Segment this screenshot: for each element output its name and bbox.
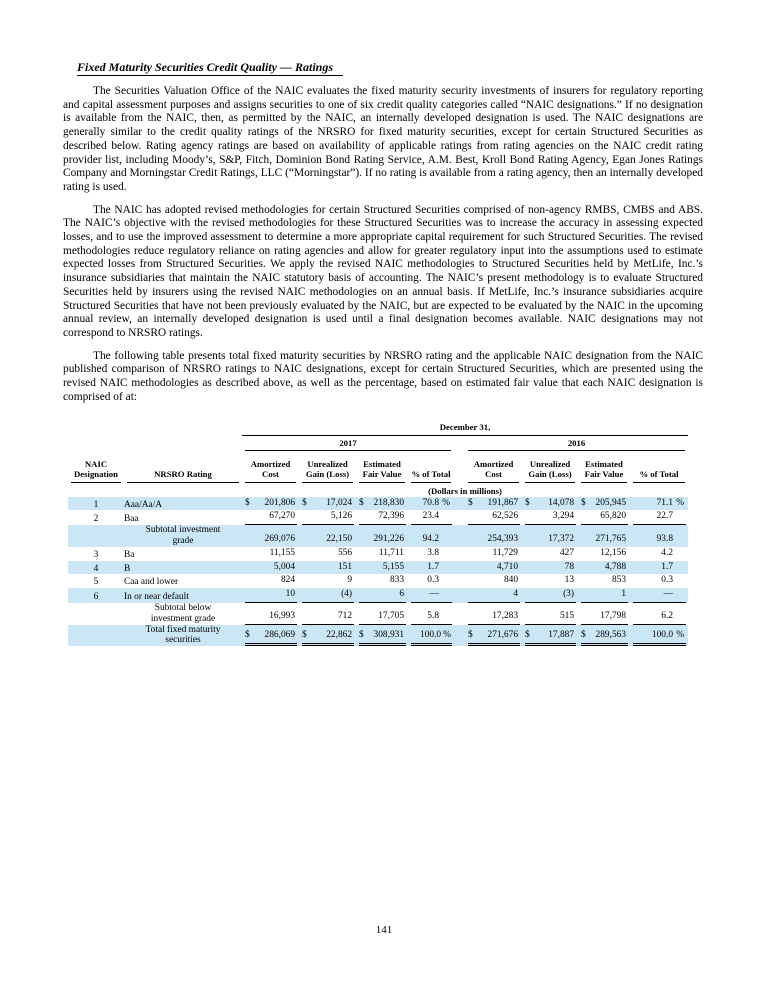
value-cell <box>356 588 408 603</box>
currency-symbol: $ <box>581 630 586 641</box>
cell-value: 100.0 <box>651 630 673 641</box>
cell-value: 4,710 <box>496 561 518 572</box>
value-cell <box>522 561 578 575</box>
date-header-row <box>68 422 688 435</box>
value-cell <box>356 547 408 561</box>
value-cell <box>299 625 356 647</box>
cell-value: 833 <box>389 575 404 586</box>
currency-symbol: $ <box>302 497 307 508</box>
nrsro-rating-cell: Baa <box>124 514 139 525</box>
cell-value: 0.3 <box>661 575 673 586</box>
cell-value: 22,862 <box>326 630 352 641</box>
cell-value: 9 <box>347 575 352 586</box>
value-cell <box>578 525 630 547</box>
value-cell <box>299 510 356 525</box>
table-row <box>68 510 688 525</box>
cell-value: 4,788 <box>604 561 626 572</box>
value-cell <box>578 561 630 575</box>
table-row <box>68 547 688 561</box>
value-cell <box>242 525 299 547</box>
units-note-cell <box>242 483 688 497</box>
cell-value: 3,294 <box>552 511 574 522</box>
value-cell <box>299 561 356 575</box>
cell-value: 23.4 <box>422 511 439 522</box>
value-cell <box>522 525 578 547</box>
year-header-row <box>68 436 688 451</box>
col-header-unrealized-gain-loss-2017: Unrealized Gain (Loss) <box>299 451 356 483</box>
cell-value: 67,270 <box>269 511 295 522</box>
cell-value: 17,705 <box>378 610 404 621</box>
cell-value: 13 <box>564 575 574 586</box>
cell-value: 201,806 <box>264 497 295 508</box>
cell-value: 427 <box>559 547 574 558</box>
cell-value: 286,069 <box>264 630 295 641</box>
cell-value: 22,150 <box>326 533 352 544</box>
nrsro-rating-cell: Aaa/Aa/A <box>124 497 242 511</box>
paragraph-3: The following table presents total fixed maturity securities by NRSRO rating and the applicable NAIC designation from the NAIC published comparison of NRSRO ratings to NAIC designations, except for certain Structured Securities, which are presented using the revised NAIC methodologies as described above, as well as the percentage, based on estimated fair value that each NAIC designation is comprised of at: <box>63 349 703 403</box>
value-cell <box>242 574 299 588</box>
nrsro-rating-cell: Ba <box>124 549 135 560</box>
units-note: (Dollars in millions) <box>428 485 502 496</box>
cell-value: 271,765 <box>595 533 626 544</box>
value-cell <box>356 510 408 525</box>
value-cell <box>299 603 356 625</box>
value-cell <box>522 625 578 647</box>
date-group-header <box>242 422 688 435</box>
value-cell <box>630 574 688 588</box>
col-header-estimated-fair-value-2016: Estimated Fair Value <box>578 451 630 483</box>
value-cell <box>630 525 688 547</box>
naic-designation-cell: 2 <box>93 514 99 525</box>
cell-value: (3) <box>563 589 574 600</box>
currency-symbol: $ <box>245 497 250 508</box>
cell-value: 11,729 <box>492 547 518 558</box>
cell-value: 6.2 <box>661 610 673 621</box>
value-cell <box>242 510 299 525</box>
percent-symbol: % <box>676 630 684 641</box>
value-cell <box>242 561 299 575</box>
cell-value: 853 <box>611 575 626 586</box>
value-cell <box>299 574 356 588</box>
value-cell <box>356 625 408 647</box>
cell-value: 556 <box>337 547 352 558</box>
cell-value: 515 <box>559 610 574 621</box>
value-cell <box>356 574 408 588</box>
naic-designation-cell <box>68 525 124 547</box>
naic-designation-cell: 1 <box>68 497 124 511</box>
value-cell <box>242 547 299 561</box>
page-content <box>63 60 703 646</box>
currency-symbol: $ <box>302 630 307 641</box>
cell-value: 1.7 <box>427 561 439 572</box>
cell-value: 824 <box>280 575 295 586</box>
cell-value: 840 <box>503 575 518 586</box>
value-cell <box>578 603 630 625</box>
cell-value: 17,372 <box>548 533 574 544</box>
naic-designation-cell <box>68 625 124 647</box>
cell-value: 191,867 <box>487 497 518 508</box>
value-cell <box>356 525 408 547</box>
cell-value: 22.7 <box>656 511 673 522</box>
table-row <box>68 603 688 625</box>
percent-symbol: % <box>442 497 450 508</box>
nrsro-rating-cell: Total fixed maturity securities <box>124 625 242 647</box>
currency-symbol: $ <box>581 497 586 508</box>
col-header-nrsro-rating: NRSRO Rating <box>124 451 242 483</box>
cell-value: 5,004 <box>273 561 295 572</box>
value-cell <box>454 561 522 575</box>
cell-value: 17,798 <box>600 610 626 621</box>
table-body <box>68 497 688 647</box>
value-cell <box>242 625 299 647</box>
year-2016-label: 2016 <box>468 436 685 451</box>
col-header-estimated-fair-value-2017: Estimated Fair Value <box>356 451 408 483</box>
naic-designation-cell: 3 <box>93 549 99 560</box>
value-cell <box>408 588 454 603</box>
value-cell <box>578 625 630 647</box>
col-header-naic-designation: NAIC Designation <box>68 451 124 483</box>
currency-symbol: $ <box>525 497 530 508</box>
value-cell <box>630 497 688 511</box>
cell-value: 5.8 <box>427 610 439 621</box>
cell-value: 17,283 <box>492 610 518 621</box>
cell-value: 0.3 <box>427 575 439 586</box>
nrsro-rating-cell: B <box>124 561 242 575</box>
table-row <box>68 625 688 647</box>
cell-value: 254,393 <box>487 533 518 544</box>
cell-value: 71.1 <box>656 497 673 508</box>
cell-value: 11,155 <box>269 547 295 558</box>
cell-value: 12,156 <box>600 547 626 558</box>
value-cell <box>522 603 578 625</box>
col-header-pct-of-total-2016: % of Total <box>630 451 688 483</box>
col-header-unrealized-gain-loss-2016: Unrealized Gain (Loss) <box>522 451 578 483</box>
cell-value: 17,887 <box>548 630 574 641</box>
cell-value: — <box>429 589 439 600</box>
value-cell <box>408 547 454 561</box>
cell-value: 78 <box>564 561 574 572</box>
cell-value: 271,676 <box>487 630 518 641</box>
cell-value: 65,820 <box>600 511 626 522</box>
cell-value: 100.0 <box>420 630 442 641</box>
value-cell <box>356 561 408 575</box>
percent-symbol: % <box>443 630 451 641</box>
value-cell <box>299 588 356 603</box>
value-cell <box>522 510 578 525</box>
nrsro-rating-cell: In or near default <box>124 588 242 603</box>
currency-symbol: $ <box>245 630 250 641</box>
value-cell <box>408 525 454 547</box>
value-cell <box>522 497 578 511</box>
naic-designation-cell: 5 <box>93 577 99 588</box>
year-2016-header <box>454 436 688 451</box>
cell-value: 5,155 <box>382 561 404 572</box>
cell-value: 1.7 <box>661 561 673 572</box>
currency-symbol: $ <box>468 630 473 641</box>
date-group-label: December 31, <box>242 422 688 435</box>
page-number: 141 <box>375 924 393 936</box>
col-header-amortized-cost-2017: Amortized Cost <box>242 451 299 483</box>
cell-value: 16,993 <box>269 610 295 621</box>
value-cell <box>630 588 688 603</box>
cell-value: 3.8 <box>427 547 439 558</box>
cell-value: — <box>663 589 673 600</box>
table-row <box>68 525 688 547</box>
naic-designation-cell: 4 <box>68 561 124 575</box>
spacer-cell <box>68 483 242 497</box>
value-cell <box>242 603 299 625</box>
cell-value: 4 <box>513 589 518 600</box>
cell-value: 4.2 <box>661 547 673 558</box>
spacer-cell <box>68 436 242 451</box>
currency-symbol: $ <box>359 630 364 641</box>
nrsro-rating-cell: Subtotal below investment grade <box>150 603 216 624</box>
cell-value: 5,126 <box>330 511 352 522</box>
value-cell <box>522 588 578 603</box>
col-header-pct-of-total-2017: % of Total <box>408 451 454 483</box>
cell-value: 17,024 <box>326 497 352 508</box>
value-cell <box>299 497 356 511</box>
value-cell <box>522 574 578 588</box>
currency-symbol: $ <box>359 497 364 508</box>
value-cell <box>356 603 408 625</box>
cell-value: 205,945 <box>595 497 626 508</box>
value-cell <box>578 547 630 561</box>
value-cell <box>408 510 454 525</box>
cell-value: 6 <box>399 589 404 600</box>
value-cell <box>630 547 688 561</box>
value-cell <box>299 547 356 561</box>
spacer-cell <box>68 422 242 435</box>
naic-ratings-table-wrap <box>68 422 703 646</box>
value-cell <box>454 574 522 588</box>
cell-value: (4) <box>341 589 352 600</box>
value-cell <box>578 510 630 525</box>
value-cell <box>242 497 299 511</box>
cell-value: 712 <box>337 610 352 621</box>
value-cell <box>578 588 630 603</box>
table-header <box>68 422 688 496</box>
value-cell <box>578 574 630 588</box>
value-cell <box>408 603 454 625</box>
cell-value: 72,396 <box>378 511 404 522</box>
value-cell <box>454 525 522 547</box>
value-cell <box>242 588 299 603</box>
cell-value: 94.2 <box>422 533 439 544</box>
value-cell <box>454 588 522 603</box>
section-heading-text: Fixed Maturity Securities Credit Quality — Ratings <box>77 60 343 76</box>
cell-value: 269,076 <box>264 533 295 544</box>
value-cell <box>522 547 578 561</box>
cell-value: 62,526 <box>492 511 518 522</box>
table-row <box>68 574 688 588</box>
value-cell <box>454 625 522 647</box>
currency-symbol: $ <box>468 497 473 508</box>
cell-value: 289,563 <box>595 630 626 641</box>
nrsro-rating-cell: Caa and lower <box>124 577 179 588</box>
value-cell <box>356 497 408 511</box>
value-cell <box>454 603 522 625</box>
cell-value: 1 <box>621 589 626 600</box>
table-row <box>68 588 688 603</box>
naic-ratings-table <box>68 422 688 646</box>
cell-value: 308,931 <box>373 630 404 641</box>
value-cell <box>578 497 630 511</box>
paragraph-2: The NAIC has adopted revised methodologies for certain Structured Securities comprised of non-agency RMBS, CMBS and ABS. The NAIC’s objective with the revised methodologies for these Structured Securities was to increase the accuracy in assessing expected losses, and to use the improved assessment to determine a more appropriate capital requirement for such Structured Securities. The revised methodologies reduce regulatory reliance on rating agencies and allow for greater regulatory input into the assumptions used to estimate expected losses from Structured Securities. We apply the revised NAIC methodologies to Structured Securities held by MetLife, Inc.’s insurance subsidiaries that maintain the NAIC statutory basis of accounting. The NAIC’s present methodology is to evaluate Structured Securities held by insurers using the revised NAIC methodologies on an annual basis. If MetLife, Inc.’s insurance subsidiaries acquire Structured Securities that have not been previously evaluated by the NAIC, but are expected to be evaluated by the NAIC in the upcoming annual review, an internally developed designation is used until a final designation becomes available. NAIC designations may not correspond to NRSRO ratings. <box>63 203 703 339</box>
value-cell <box>630 561 688 575</box>
cell-value: 151 <box>337 561 352 572</box>
section-heading <box>77 60 703 75</box>
cell-value: 14,078 <box>548 497 574 508</box>
cell-value: 10 <box>285 589 295 600</box>
value-cell <box>408 497 454 511</box>
value-cell <box>408 574 454 588</box>
value-cell <box>630 625 688 647</box>
value-cell <box>630 510 688 525</box>
naic-designation-cell <box>68 603 124 625</box>
table-row <box>68 561 688 575</box>
cell-value: 70.8 <box>422 497 439 508</box>
nrsro-rating-cell: Subtotal investment grade <box>124 525 242 547</box>
value-cell <box>454 497 522 511</box>
table-row <box>68 497 688 511</box>
currency-symbol: $ <box>525 630 530 641</box>
value-cell <box>454 510 522 525</box>
cell-value: 11,711 <box>378 547 404 558</box>
col-header-amortized-cost-2016: Amortized Cost <box>454 451 522 483</box>
units-row <box>68 483 688 497</box>
year-2017-header <box>242 436 454 451</box>
value-cell <box>408 625 454 647</box>
value-cell <box>454 547 522 561</box>
paragraph-1: The Securities Valuation Office of the NAIC evaluates the fixed maturity security investments of insurers for regulatory reporting and capital assessment purposes and assigns securities to one of six credit quality categories called “NAIC designations.” If no designation is available from the NAIC, then, as permitted by the NAIC, an internally developed designation is used. The NAIC designations are generally similar to the credit quality ratings of the NRSRO for fixed maturity securities, except for certain Structured Securities as described below. Rating agency ratings are based on availability of applicable ratings from rating agencies on the NAIC credit rating provider list, including Moody’s, S&P, Fitch, Dominion Bond Rating Service, A.M. Best, Kroll Bond Rating Agency, Egan Jones Ratings Company and Morningstar Credit Ratings, LLC (“Morningstar”). If no rating is available from a rating agency, then an internally developed rating is used. <box>63 85 703 193</box>
naic-designation-cell: 6 <box>68 588 124 603</box>
cell-value: 218,830 <box>373 497 404 508</box>
year-2017-label: 2017 <box>245 436 451 451</box>
column-header-row <box>68 451 688 483</box>
cell-value: 291,226 <box>373 533 404 544</box>
cell-value: 93.8 <box>656 533 673 544</box>
value-cell <box>299 525 356 547</box>
value-cell <box>408 561 454 575</box>
percent-symbol: % <box>676 497 684 508</box>
value-cell <box>630 603 688 625</box>
